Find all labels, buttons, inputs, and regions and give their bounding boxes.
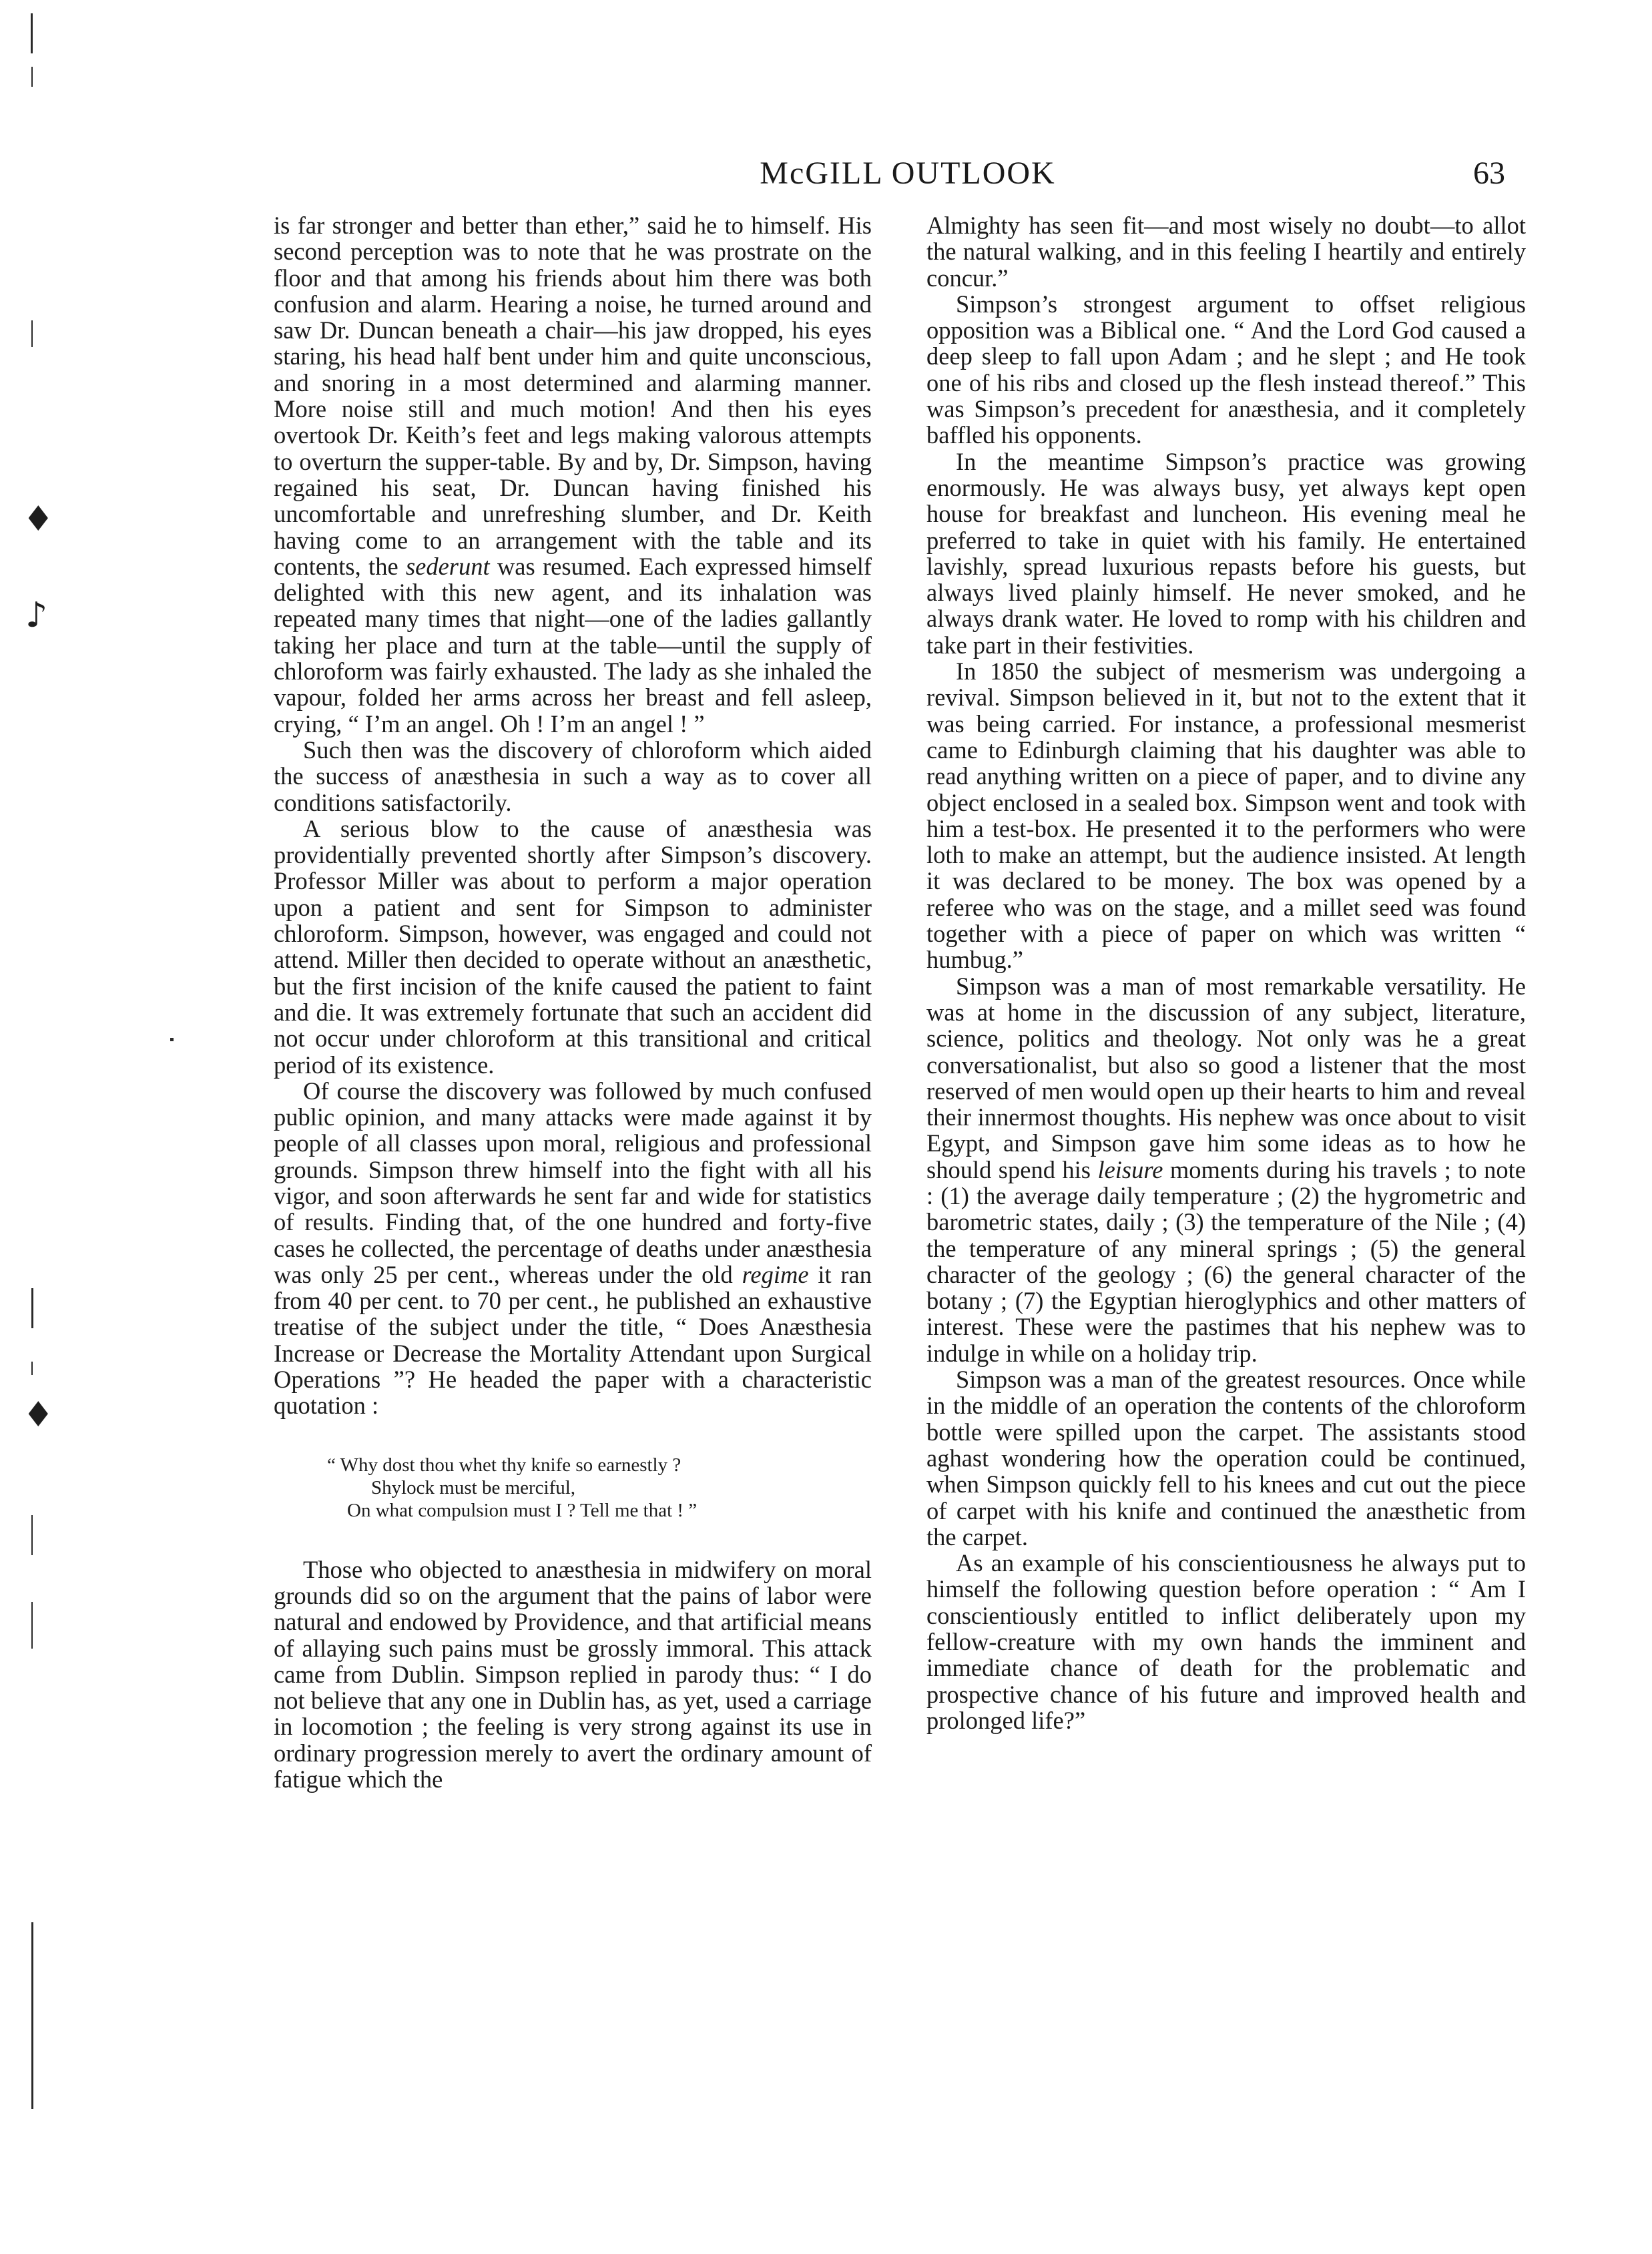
- page-number: 63: [1473, 156, 1505, 191]
- paragraph-text: it ran from 40 per cent. to 70 per cent., he published an exhaustive treatise of the subject under the title, “ Does Anæsthesia Increase or Decrease the Mortality Attendant upon Surgical Operations ”? He headed the paper with a characteristic quotation :: [274, 1260, 872, 1420]
- paragraph-text: Of course the discovery was followed by much confused public opinion, and many attacks were made against it by people of all classes upon moral, religious and professional grounds. Simpson threw himself into the fight with all his vigor, and soon afterwards he sent far and wide for statistics of results. Finding that, of the one hundred and forty-five cases he collected, the percentage of deaths under anæsthesia was only 25 per cent., whereas under the old: [274, 1077, 872, 1288]
- binding-ornament-icon: ♪: [25, 595, 48, 635]
- italic-term: regime: [742, 1260, 809, 1288]
- binding-mark: [170, 1038, 174, 1041]
- quote-line: On what compulsion must I ? Tell me that ! ”: [347, 1499, 698, 1521]
- binding-mark: [31, 67, 33, 87]
- running-title: McGILL OUTLOOK: [760, 156, 1056, 191]
- right-column: [926, 212, 1526, 1733]
- quote-line: “ Why dost thou whet thy knife so earnestly ?: [327, 1454, 681, 1476]
- block-quote: [327, 1454, 872, 1522]
- binding-mark: [31, 1922, 33, 2109]
- paragraph-text: is far stronger and better than ether,” said he to himself. His second perception was to note that he was prostrate on the floor and that among his friends about him there was both confusion and alarm. Hearing a noise, he turned around and saw Dr. Duncan beneath a chair—his jaw dropped, his eyes staring, his head half bent under him and quite unconscious, and snoring in a most determined and alarming manner. More noise still and much motion! And then his eyes overtook Dr. Keith’s feet and legs making valorous attempts to overturn the supper-table. By and by, Dr. Simpson, having regained his seat, Dr. Duncan having finished his uncomfortable and unrefreshing slumber, and Dr. Keith having come to an arrangement with the table and its contents, the: [274, 212, 872, 580]
- paragraph-text: was resumed. Each expressed himself delighted with this new agent, and its inhalation was repeated many times that night—one of the ladies gallantly taking her place and turn at the table—until the supply of chloroform was fairly exhausted. The lady as she inhaled the vapour, folded her arms across her breast and fell asleep, crying, “ I’m an angel. Oh ! I’m an angel ! ”: [274, 552, 872, 738]
- paragraph: Such then was the discovery of chloroform which aided the success of anæsthesia in such a way as to cover all conditions satisfactorily.: [274, 736, 872, 816]
- binding-mark: [31, 320, 33, 347]
- binding-mark: [31, 1362, 33, 1375]
- binding-ornament-icon: ♦: [23, 1395, 54, 1435]
- paragraph: [274, 212, 872, 737]
- italic-term: sederunt: [405, 552, 490, 580]
- binding-ornament-icon: ♦: [23, 499, 54, 539]
- paragraph-text: moments during his travels ; to note : (1) the average daily temperature ; (2) the hygrometric and barometric states, daily ; (3) the temperature of the Nile ; (4) the temperature of any mineral springs ; (5) the general character of the geology ; (6) the general character of the botany ; (7) the Egyptian hieroglyphics and other matters of interest. These were the pastimes that his nephew was to indulge in while on a holiday trip.: [926, 1155, 1526, 1367]
- paragraph: A serious blow to the cause of anæsthesia was providentially prevented shortly after Simpson’s discovery. Professor Miller was about to perform a major operation upon a patient and sent for Simpson to administer chloroform. Simpson, however, was engaged and could not attend. Miller then decided to operate without an anæsthetic, but the first incision of the knife caused the patient to faint and die. It was extremely fortunate that such an accident did not occur under chloroform at this transitional and critical period of its existence.: [274, 814, 872, 1079]
- paragraph: Almighty has seen fit—and most wisely no doubt—to allot the natural walking, and in this feeling I heartily and entirely concur.”: [926, 212, 1526, 292]
- binding-mark: [31, 1288, 33, 1328]
- paragraph: Those who objected to anæsthesia in midwifery on moral grounds did so on the argument that the pains of labor were natural and endowed by Providence, and that artificial means of allaying such pains must be grossly immoral. This attack came from Dublin. Simpson replied in parody thus: “ I do not believe that any one in Dublin has, as yet, used a carriage in locomotion ; the feeling is very strong against its use in ordinary progression merely to avert the ordinary amount of fatigue which the: [274, 1555, 872, 1793]
- binding-mark: [31, 13, 33, 53]
- paragraph: Simpson was a man of the greatest resources. Once while in the middle of an operation the contents of the chloroform bottle were spilled upon the carpet. The assistants stood aghast wondering how the operation could be continued, when Simpson quickly fell to his knees and cut out the piece of carpet with his knife and continued the anæsthetic from the carpet.: [926, 1366, 1526, 1551]
- quote-line: Shylock must be merciful,: [371, 1476, 576, 1498]
- italic-term: leisure: [1097, 1155, 1163, 1183]
- paragraph: In the meantime Simpson’s practice was growing enormously. He was always busy, yet always kept open house for breakfast and luncheon. His evening meal he preferred to take in quiet with his family. He entertained lavishly, spread luxurious repasts before his guests, but always lived plainly himself. He never smoked, and he always drank water. He loved to romp with his children and take part in their festivities.: [926, 447, 1526, 659]
- paragraph: As an example of his conscientiousness he always put to himself the following question before operation : “ Am I conscientiously entitled to inflict deliberately upon my fellow-creature with my own hands the imminent and immediate chance of death for the problematic and prospective chance of his future and improved health and prolonged life?”: [926, 1549, 1526, 1734]
- paragraph-text: Simpson was a man of most remarkable versatility. He was at home in the discussion of any subject, literature, science, politics and theology. Not only was he a great conversationalist, but also so good a listener that the most reserved of men would open up their hearts to him and reveal their innermost thoughts. His nephew was once about to visit Egypt, and Simpson gave him some ideas as to how he should spend his: [926, 972, 1526, 1183]
- paragraph: [274, 1078, 872, 1419]
- paragraph: [926, 973, 1526, 1366]
- paragraph: Simpson’s strongest argument to offset religious opposition was a Biblical one. “ And the Lord God caused a deep sleep to fall upon Adam ; and he slept ; and He took one of his ribs and closed up the flesh instead thereof.” This was Simpson’s precedent for anæsthesia, and it completely baffled his opponents.: [926, 290, 1526, 449]
- binding-mark: [31, 1602, 33, 1649]
- left-column: [274, 212, 872, 1792]
- binding-mark: [31, 1515, 33, 1555]
- paragraph: In 1850 the subject of mesmerism was undergoing a revival. Simpson believed in it, but not to the extent that it was being carried. For instance, a professional mesmerist came to Edinburgh claiming that his daughter was able to read anything written on a piece of paper, and to divine any object enclosed in a sealed box. Simpson went and took with him a test-box. He presented it to the performers who were loth to make an attempt, but the audience insisted. At length it was declared to be money. The box was opened by a referee who was on the stage, and a millet seed was found together with a piece of paper on which was written “ humbug.”: [926, 657, 1526, 974]
